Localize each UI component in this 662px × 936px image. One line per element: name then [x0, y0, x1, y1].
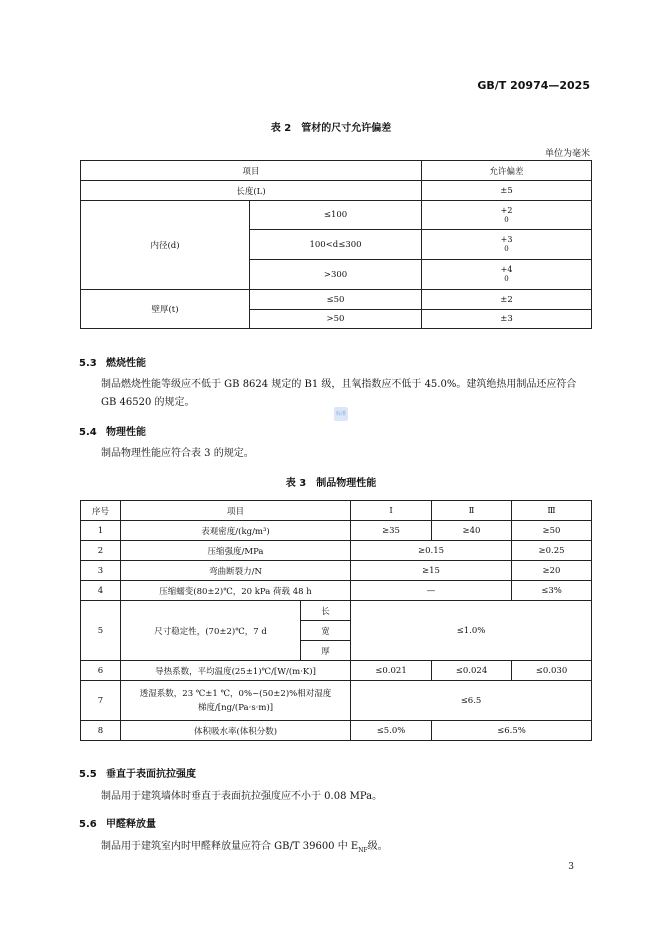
section-5-6-body: 制品用于建筑室内时甲醛释放量应符合 GB/T 39600 中 $E_{NF}$级。	[101, 841, 388, 854]
row-no: 4	[81, 581, 121, 601]
row-grade23: ≤6.5%	[432, 721, 592, 741]
table-row	[81, 521, 592, 541]
table2-id-tolerance: +2 0	[422, 201, 592, 230]
row-grade1: ≥35	[351, 521, 432, 541]
section-5-4-heading: 5.4 物理性能	[79, 427, 146, 438]
row-item: 尺寸稳定性，(70±2)℃，7 d	[121, 601, 301, 661]
table2-wt-tolerance: ±2	[422, 290, 592, 310]
table2-wt-range: >50	[250, 310, 422, 329]
table2-id-tolerance: +3 0	[422, 230, 592, 260]
row-no: 8	[81, 721, 121, 741]
row-item: 体积吸水率(体积分数)	[121, 721, 351, 741]
row-item: 导热系数，平均温度(25±1)℃/[W/(m·K)]	[121, 661, 351, 681]
table3-header-grade1: Ⅰ	[351, 501, 432, 521]
watermark-logo: 标准	[334, 407, 348, 421]
row-no: 5	[81, 601, 121, 661]
table-row	[81, 661, 592, 681]
table2-id-tolerance: +4 0	[422, 260, 592, 290]
table3-caption: 表 3 制品物理性能	[285, 478, 377, 489]
row-item: 弯曲断裂力/N	[121, 561, 351, 581]
row-grade12: —	[351, 581, 512, 601]
table-row	[81, 681, 592, 721]
table2-caption: 表 2 管材的尺寸允许偏差	[270, 123, 392, 134]
row-grade2: ≤0.024	[432, 661, 512, 681]
section-5-3-body: 制品燃烧性能等级应不低于 GB 8624 规定的 B1 级，且氧指数应不低于 45.0%。建筑绝热用制品还应符合 GB 46520 的规定。	[101, 379, 577, 408]
standard-code: GB/T 20974—2025	[477, 79, 590, 92]
row-grade2: ≥40	[432, 521, 512, 541]
section-5-6-heading: 5.6 甲醛释放量	[79, 819, 156, 830]
section-5-5-heading: 5.5 垂直于表面抗拉强度	[79, 769, 196, 780]
row-grade1: ≤0.021	[351, 661, 432, 681]
row-item: 压缩蠕变(80±2)℃，20 kPa 荷载 48 h	[121, 581, 351, 601]
table3-header-grade3: Ⅲ	[512, 501, 592, 521]
table2-id-range: 100<d≤300	[250, 230, 422, 260]
page-number: 3	[568, 862, 574, 872]
row-grade12: ≥15	[351, 561, 512, 581]
row-grade3: ≤0.030	[512, 661, 592, 681]
row-no: 3	[81, 561, 121, 581]
row-subitem-thickness: 厚	[301, 641, 351, 661]
row-grade3: ≤3%	[512, 581, 592, 601]
table2-id-range: >300	[250, 260, 422, 290]
row-item: 表观密度/(kg/m³)	[121, 521, 351, 541]
table-row	[81, 721, 592, 741]
table3-header-item: 项目	[121, 501, 351, 521]
row-grade1: ≤5.0%	[351, 721, 432, 741]
table2-length-label: 长度(L)	[81, 181, 422, 201]
row-grade12: ≥0.15	[351, 541, 512, 561]
row-item: 压缩强度/MPa	[121, 541, 351, 561]
table2-wt-tolerance: ±3	[422, 310, 592, 329]
table-row	[81, 601, 592, 621]
row-subitem-length: 长	[301, 601, 351, 621]
table2-id-range: ≤100	[250, 201, 422, 230]
table-row	[81, 561, 592, 581]
row-value: ≤1.0%	[351, 601, 592, 661]
table-row	[81, 581, 592, 601]
table2-unit-note: 单位为毫米	[544, 149, 590, 159]
row-subitem-width: 宽	[301, 621, 351, 641]
row-grade3: ≥20	[512, 561, 592, 581]
row-grade3: ≥0.25	[512, 541, 592, 561]
table3	[80, 500, 592, 741]
table2	[80, 160, 592, 329]
row-no: 2	[81, 541, 121, 561]
table2-header-item: 项目	[81, 161, 422, 181]
row-no: 1	[81, 521, 121, 541]
table3-header-no: 序号	[81, 501, 121, 521]
row-value: ≤6.5	[351, 681, 592, 721]
row-item: 透湿系数，23 ℃±1 ℃，0%~(50±2)%相对湿度 梯度/[ng/(Pa·s·m)]	[121, 681, 351, 721]
table2-header-tolerance: 允许偏差	[422, 161, 592, 181]
row-no: 6	[81, 661, 121, 681]
table2-wall-thickness-label: 壁厚(t)	[81, 290, 250, 329]
table2-wt-range: ≤50	[250, 290, 422, 310]
section-5-3-heading: 5.3 燃烧性能	[79, 358, 146, 369]
section-5-4-body: 制品物理性能应符合表 3 的规定。	[101, 448, 254, 459]
table2-inner-diameter-label: 内径(d)	[81, 201, 250, 290]
table-row	[81, 541, 592, 561]
section-5-5-body: 制品用于建筑墙体时垂直于表面抗拉强度应不小于 0.08 MPa。	[101, 791, 383, 802]
row-no: 7	[81, 681, 121, 721]
table2-length-tolerance: ±5	[422, 181, 592, 201]
row-grade3: ≥50	[512, 521, 592, 541]
table3-header-grade2: Ⅱ	[432, 501, 512, 521]
